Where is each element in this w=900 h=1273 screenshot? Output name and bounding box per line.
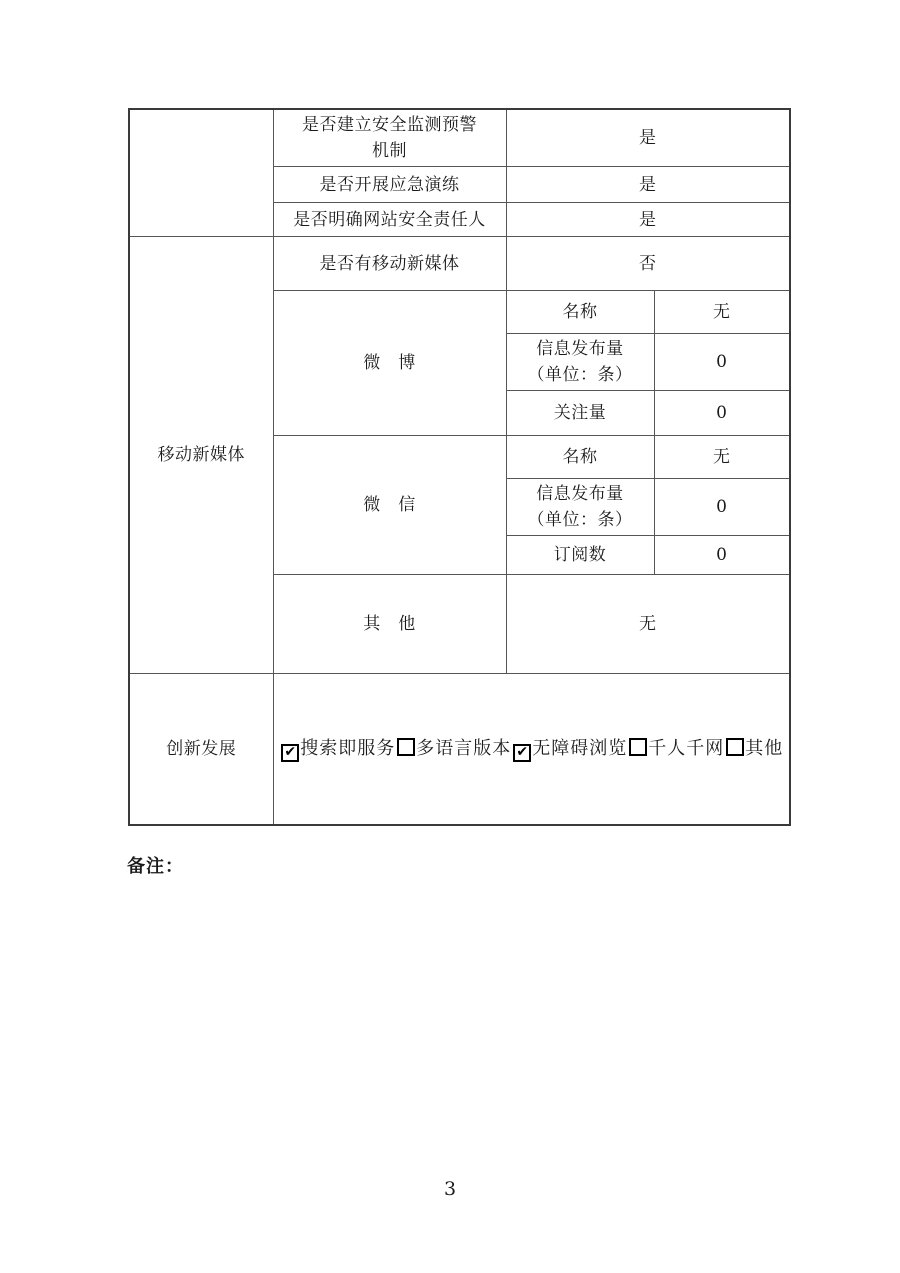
checkbox-checked-icon: ✔	[281, 744, 299, 762]
other-value: 无	[506, 575, 790, 674]
sub-label: 关注量	[506, 391, 654, 436]
section-label-innovation: 创新发展	[129, 674, 273, 825]
wechat-label: 微 信	[273, 436, 506, 575]
sub-label	[506, 479, 654, 536]
section-label-mobile-media: 移动新媒体	[129, 237, 273, 674]
annual-report-table	[128, 108, 791, 826]
row-label: 是否有移动新媒体	[273, 237, 506, 291]
sub-label-line2: （单位：条）	[527, 510, 633, 530]
sub-value: 0	[654, 479, 790, 536]
option-label: 无障碍浏览	[532, 737, 628, 759]
sub-label-line1: 信息发布量	[536, 484, 624, 504]
table-row	[129, 674, 790, 825]
sub-value: 无	[654, 291, 790, 334]
row-label-line1: 是否建立安全监测预警	[302, 115, 477, 135]
row-label: 是否开展应急演练	[273, 167, 506, 203]
checkbox-unchecked-icon	[397, 738, 415, 756]
row-value: 是	[506, 109, 790, 167]
sub-value: 0	[654, 334, 790, 391]
row-label: 是否明确网站安全责任人	[273, 203, 506, 237]
note-label: 备注：	[127, 856, 184, 877]
other-label: 其 他	[273, 575, 506, 674]
innovation-option-other	[724, 738, 783, 759]
sub-label: 名称	[506, 436, 654, 479]
sub-value: 0	[654, 536, 790, 575]
row-label	[273, 109, 506, 167]
sub-label: 名称	[506, 291, 654, 334]
option-label: 千人千网	[648, 737, 725, 759]
sub-label-line1: 信息发布量	[536, 339, 624, 359]
weibo-label: 微 博	[273, 291, 506, 436]
innovation-option-multilang	[395, 738, 511, 759]
innovation-options-cell	[273, 674, 790, 825]
row-value: 是	[506, 167, 790, 203]
sub-value: 无	[654, 436, 790, 479]
sub-label: 订阅数	[506, 536, 654, 575]
page-number: 3	[443, 1178, 457, 1200]
innovation-option-personalized	[627, 738, 724, 759]
innovation-option-accessibility	[511, 738, 627, 759]
checkbox-checked-icon: ✔	[513, 744, 531, 762]
sub-label-line2: （单位：条）	[527, 365, 633, 385]
row-value: 是	[506, 203, 790, 237]
section-label-empty	[129, 109, 273, 237]
checkbox-unchecked-icon	[629, 738, 647, 756]
innovation-option-search	[279, 738, 395, 759]
row-value: 否	[506, 237, 790, 291]
checkbox-unchecked-icon	[726, 738, 744, 756]
table-row	[129, 109, 790, 167]
sub-label	[506, 334, 654, 391]
table-row	[129, 237, 790, 291]
option-label: 搜索即服务	[300, 737, 396, 759]
sub-value: 0	[654, 391, 790, 436]
option-label: 多语言版本	[416, 737, 512, 759]
row-label-line2: 机制	[372, 141, 407, 161]
option-label: 其他	[745, 737, 784, 759]
